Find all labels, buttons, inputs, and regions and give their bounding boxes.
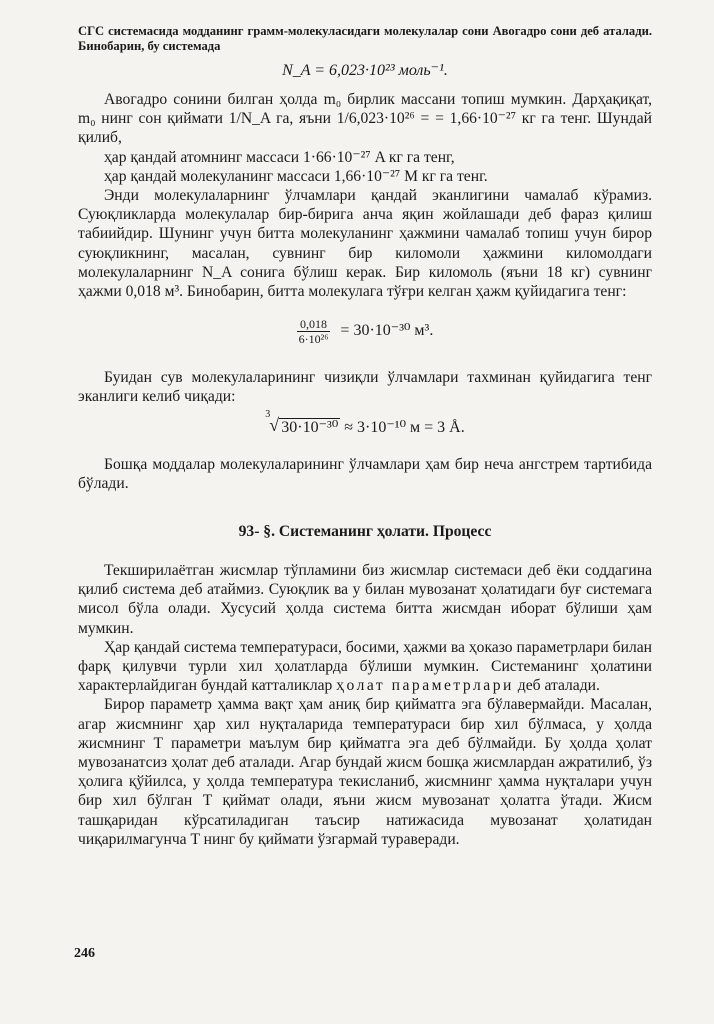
- atom-mass-line: ҳар қандай атомнинг массаси 1·66·10⁻²⁷ A кг га тенг,: [104, 148, 455, 166]
- root-index: 3: [265, 408, 271, 420]
- intro-paragraph: СГС системасида модданинг грамм-молекуласидаги молекулалар сони Авогадро сони деб аталади. Бинобарин, бу системада: [78, 24, 652, 53]
- state-parameters-text-after: деб аталади.: [513, 677, 600, 695]
- paragraph-equilibrium: Бирор параметр ҳамма вақт ҳам аниқ бир қийматга эга бўлавермайди. Масалан, агар жисмнинг ҳар хил нуқталарида температураси бир хил бўлмаса, у ҳолда жисмнинг T параметри маълум бир қийматга эга деб бўлмайди. Бу ҳолда ҳолат мувозанатсиз ҳолат деб аталади. Агар бундай жисм бошқа жисмлардан ажратилиб, ўз ҳолига қўйилса, у ҳолда температура текисланиб, жисмнинг ҳамма нуқталари учун бир хил бўлган T қиймат олади, яъни жисм мувозанат ҳолатга ўтади. Жисм ташқаридан кўрсатиладиган таъсир натижасида мувозанат ҳолатидан чиқарилмагунча T нинг бу қиймати ўзгармай тураверади.: [78, 696, 652, 848]
- paragraph-angstrom: Бошқа моддалар молекулаларининг ўлчамлари ҳам бир неча ангстрем тартибида бўлади.: [78, 455, 652, 492]
- volume-equation: [78, 317, 652, 346]
- state-parameters-text-before: Ҳар қандай система температураси, босими, ҳажми ва ҳоказо параметрлари билан фарқ қилувчи турли хил ҳолатларда бўлиши мумкин. Системанинг ҳолатини характерлайдиган бундай катталиклар: [78, 638, 652, 695]
- volume-fraction: [297, 317, 331, 346]
- root-radicand: 30·10⁻³⁰: [281, 418, 339, 436]
- section-heading: 93- §. Системанинг ҳолати. Процесс: [238, 523, 492, 541]
- page-number: 246: [74, 946, 95, 961]
- root-sign: √: [269, 414, 280, 435]
- state-parameters-term: ҳолат параметрлари: [336, 677, 514, 695]
- paragraph-system: Текширилаётган жисмлар тўпламини биз жисмлар системаси деб ёки соддагина қилиб система деб атаймиз. Суюқлик ва у билан мувозанат ҳолатидаги буғ системага мисол бўла олади. Хусусий ҳолда система битта жисмдан иборат бўлиши ҳам мумкин.: [78, 562, 652, 637]
- fraction-denominator: 6·10²⁶: [298, 332, 329, 347]
- paragraph-linear-size: Буидан сув молекулаларининг чизиқли ўлчамлари тахминан қуйидагига тенг эканлиги келиб чиқади:: [78, 369, 652, 406]
- root-result: ≈ 3·10⁻¹⁰ м = 3 Å.: [344, 418, 465, 436]
- paragraph-state-parameters: [78, 638, 652, 696]
- avogadro-equation: N_A = 6,023·10²³ моль⁻¹.: [282, 62, 448, 79]
- fraction-numerator: 0,018: [297, 317, 331, 332]
- molecule-mass-line: ҳар қандай молекуланинг массаси 1,66·10⁻²⁷ M кг га тенг.: [104, 167, 488, 185]
- root-equation: [78, 408, 652, 437]
- cube-root: [265, 408, 340, 437]
- paragraph-molecule-size: Энди молекулаларнинг ўлчамлари қандай эканлигини чамалаб кўрамиз. Суюқликларда молекулалар бир-бирига анча яқин жойлашади деб фараз қилиш табиийдир. Шунинг учун битта молекуланинг ҳажмини чамалаб топиш учун бирор суюқликнинг, масалан, сувнинг бир киломоли ҳажмини киломолдаги молекулаларнинг N_A сонига бўлиш керак. Бир киломоль (яъни 18 кг) сувнинг ҳажми 0,018 м³. Бинобарин, битта молекулага тўғри келган ҳажм қуйидагига тенг:: [78, 187, 652, 301]
- volume-result: = 30·10⁻³⁰ м³.: [340, 322, 434, 340]
- paragraph-mass: Авогадро сонини билган ҳолда m₀ бирлик массани топиш мумкин. Дарҳақиқат, m₀ нинг сон қиймати 1/N_A га, яъни 1/6,023·10²⁶ = = 1,66·10⁻²⁷ кг га тенг. Шундай қилиб,: [78, 91, 652, 147]
